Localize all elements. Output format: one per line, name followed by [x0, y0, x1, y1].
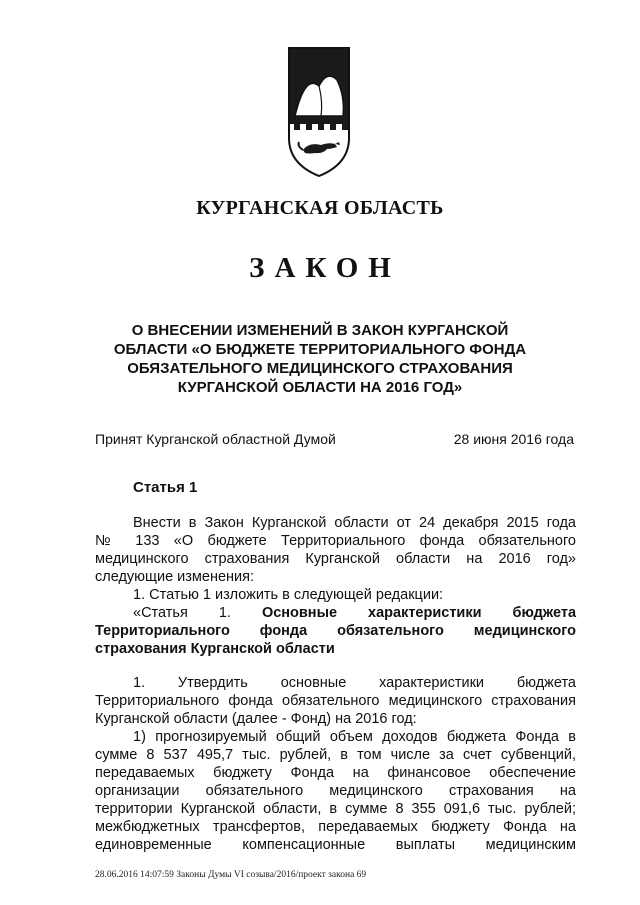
article-body: [95, 514, 576, 854]
body-line: Территориального фонда обязательного медицинского страхования: [95, 693, 576, 709]
adopted-by: Принят Курганской областной Думой: [95, 431, 336, 447]
article-heading: Статья 1: [133, 479, 198, 496]
body-line: 1. Статью 1 изложить в следующей редакции:: [133, 587, 444, 603]
body-line: Курганской области (далее - Фонд) на 2016 год:: [95, 711, 417, 727]
body-line: организации обязательного медицинского страхования на: [95, 783, 576, 799]
region-name: КУРГАНСКАЯ ОБЛАСТЬ: [196, 197, 444, 219]
document-type: ЗАКОН: [249, 252, 401, 284]
body-line: единовременные компенсационные выплаты медицинским: [95, 837, 576, 853]
body-line: Внести в Закон Курганской области от 24 декабря 2015 года: [133, 515, 576, 531]
kurgan-coat-of-arms-icon: [287, 46, 351, 178]
body-line: 1. Утвердить основные характеристики бюджета: [133, 675, 576, 691]
article-1-label: «Статья 1.: [133, 605, 231, 621]
article-1-title-line: страхования Курганской области: [95, 641, 335, 657]
body-line: медицинского страхования Курганской области на 2016 год»: [95, 551, 576, 567]
body-line: 1) прогнозируемый общий объем доходов бюджета Фонда в: [133, 729, 576, 745]
body-line: сумме 8 537 495,7 тыс. рублей, в том числе за счет субвенций,: [95, 747, 576, 763]
article-1-title-line: Территориального фонда обязательного медицинского: [95, 623, 576, 639]
law-title: О ВНЕСЕНИИ ИЗМЕНЕНИЙ В ЗАКОН КУРГАНСКОЙ ОБЛАСТИ «О БЮДЖЕТЕ ТЕРРИТОРИАЛЬНОГО ФОНДА ОБЯЗАТЕЛЬНОГО МЕДИЦИНСКОГО СТРАХОВАНИЯ КУРГАНСКОЙ ОБЛАСТИ НА 2016 ГОД»: [113, 322, 527, 396]
body-line: № 133 «О бюджете Территориального фонда обязательного: [95, 533, 576, 549]
document-footer: 28.06.2016 14:07:59 Законы Думы VI созыва/2016/проект закона 69: [95, 870, 367, 880]
article-1-title-start: Основные характеристики бюджета: [261, 605, 577, 621]
body-line: передаваемых бюджету Фонда на финансовое обеспечение: [95, 765, 576, 781]
body-line: следующие изменения:: [95, 569, 255, 585]
body-line: территории Курганской области, в сумме 8 355 091,6 тыс. рублей;: [95, 801, 576, 817]
article-1-heading-line: [95, 604, 576, 622]
body-line: межбюджетных трансфертов, передаваемых бюджету Фонда на: [95, 819, 576, 835]
adoption-date: 28 июня 2016 года: [453, 431, 574, 447]
